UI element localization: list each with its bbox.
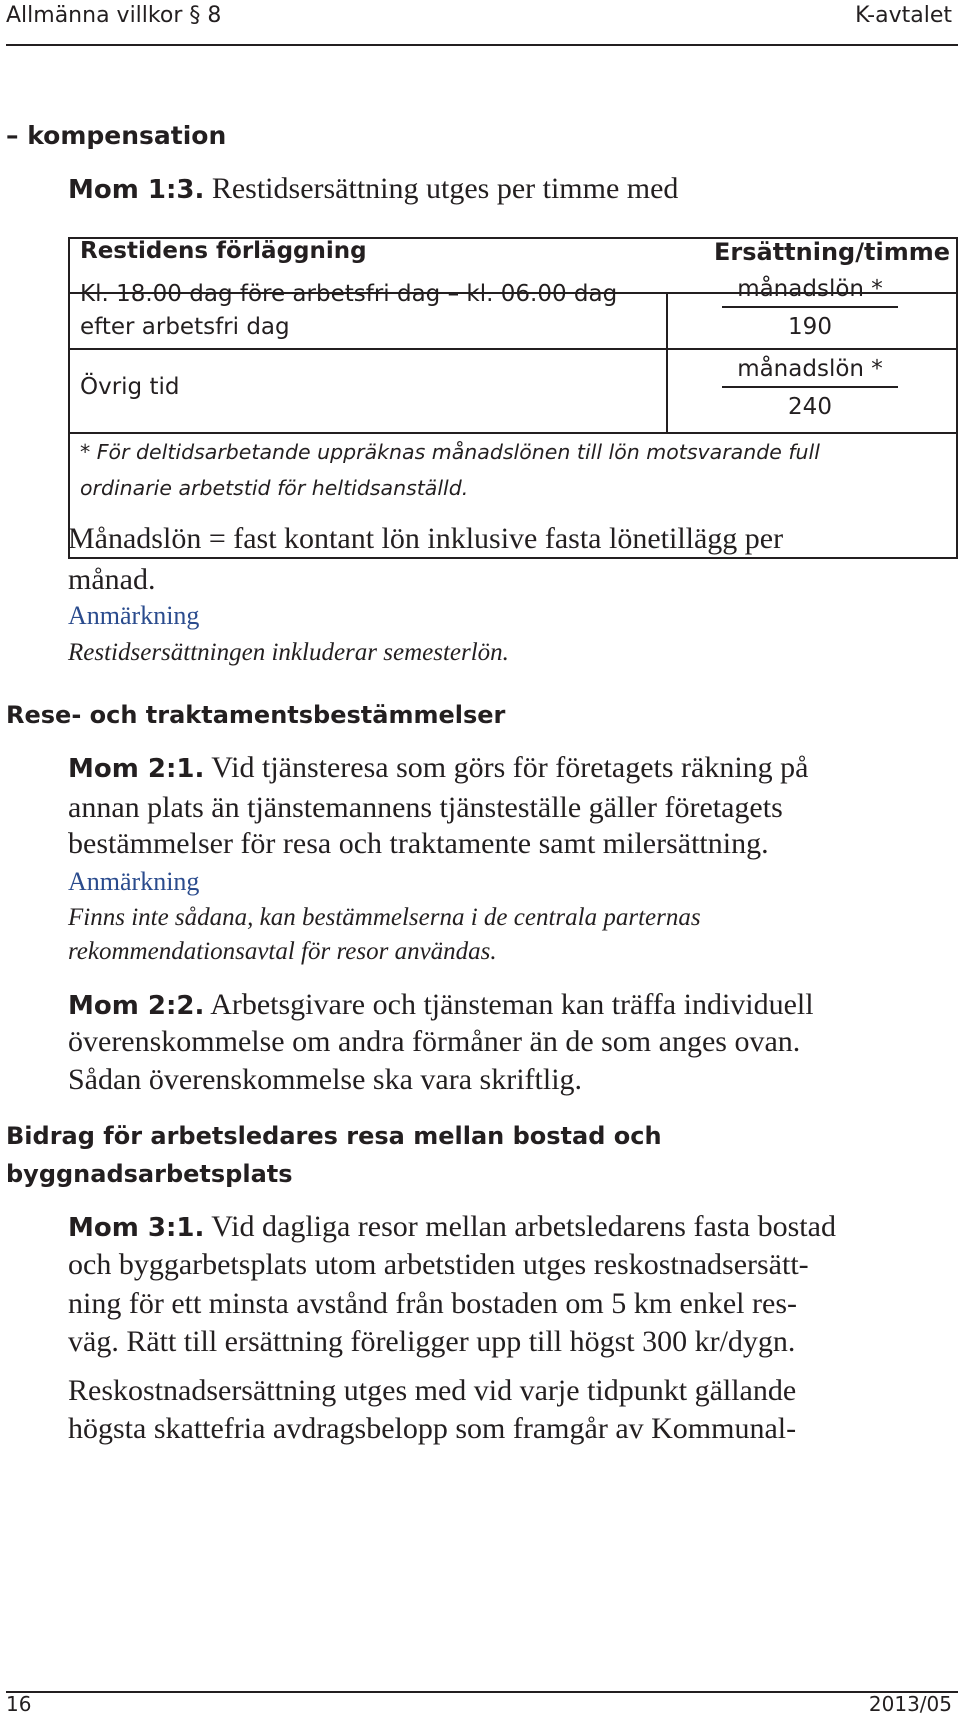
- mom-2-2-line-2: överenskommelse om andra förmåner än de som anges ovan.: [68, 1025, 801, 1058]
- anmarkning-2-label: Anmärkning: [68, 867, 200, 896]
- mom-2-1-line-3: bestämmelser för resa och traktamente samt milersättning.: [68, 827, 769, 860]
- manadslon-definition-line-2: månad.: [68, 563, 156, 596]
- page-number: 16: [6, 1692, 32, 1716]
- reskostnad-paragraph-line-2: högsta skattefria avdragsbelopp som framgår av Kommunal-: [68, 1412, 797, 1445]
- table-header-col1: Restidens förläggning: [80, 238, 367, 264]
- table-row-2-fraction: [722, 356, 898, 420]
- table-row-1-denominator: 190: [788, 314, 832, 340]
- table-row-2-numerator: månadslön *: [722, 356, 898, 388]
- section-heading-kompensation: – kompensation: [6, 121, 227, 150]
- table-row-1-line-1: Kl. 18.00 dag före arbetsfri dag – kl. 06.00 dag: [80, 281, 618, 307]
- mom-2-1-text: Vid tjänsteresa som görs för företagets räkning på: [204, 751, 809, 784]
- mom-2-1-label: Mom 2:1.: [68, 754, 205, 784]
- anmarkning-2-line-1: Finns inte sådana, kan bestämmelserna i de centrala parternas: [68, 904, 701, 931]
- anmarkning-1-label: Anmärkning: [68, 601, 200, 630]
- section-heading-bidrag-line-2: byggnadsarbetsplats: [6, 1160, 293, 1188]
- table-row-rule: [70, 348, 956, 350]
- table-row-2-denominator: 240: [788, 394, 832, 420]
- mom-2-2-line-3: Sådan överenskommelse ska vara skriftlig.: [68, 1063, 583, 1096]
- mom-2-1-line-1: [68, 747, 809, 790]
- table-footnote-line-2: ordinarie arbetstid för heltidsanställd.: [80, 476, 469, 500]
- table-header-col2: Ersättning/timme: [714, 238, 950, 266]
- running-header-right: K-avtalet: [855, 3, 952, 28]
- header-rule: [6, 44, 958, 46]
- mom-2-1-line-2: annan plats än tjänstemannens tjänsteställe gäller företagets: [68, 791, 783, 824]
- mom-3-1-line-1: [68, 1206, 836, 1249]
- table-footnote-line-1: * För deltidsarbetande uppräknas månadslönen till lön motsvarande full: [80, 440, 820, 464]
- table-row-1-fraction: [722, 276, 898, 340]
- table-row-2-label: Övrig tid: [80, 374, 180, 400]
- footer-rule: [6, 1691, 958, 1693]
- mom-3-1-line-3: ning för ett minsta avstånd från bostaden om 5 km enkel res-: [68, 1287, 797, 1320]
- running-header-left: Allmänna villkor § 8: [6, 3, 222, 28]
- mom-3-1-text: Vid dagliga resor mellan arbetsledarens fasta bostad: [204, 1210, 836, 1243]
- mom-1-3-label: Mom 1:3.: [68, 175, 205, 205]
- mom-2-2-text: Arbetsgivare och tjänsteman kan träffa individuell: [204, 988, 814, 1021]
- table-row-1-line-2: efter arbetsfri dag: [80, 314, 290, 340]
- section-heading-rese: Rese- och traktamentsbestämmelser: [6, 701, 506, 729]
- section-heading-bidrag-line-1: Bidrag för arbetsledares resa mellan bostad och: [6, 1122, 662, 1150]
- table-footnote-rule: [70, 432, 956, 434]
- footer-date: 2013/05: [868, 1692, 952, 1716]
- mom-1-3-paragraph: [68, 172, 678, 206]
- reskostnad-paragraph-line-1: Reskostnadsersättning utges med vid varje tidpunkt gällande: [68, 1374, 797, 1407]
- mom-2-2-label: Mom 2:2.: [68, 991, 205, 1021]
- table-row-1-numerator: månadslön *: [722, 276, 898, 308]
- mom-3-1-label: Mom 3:1.: [68, 1213, 205, 1243]
- table-column-rule: [666, 292, 668, 432]
- anmarkning-1-text: Restidsersättningen inkluderar semesterlön.: [68, 639, 509, 666]
- mom-3-1-line-4: väg. Rätt till ersättning föreligger upp till högst 300 kr/dygn.: [68, 1325, 796, 1358]
- restid-table: [68, 237, 958, 559]
- mom-1-3-text: Restidsersättning utges per timme med: [204, 172, 679, 205]
- anmarkning-2-line-2: rekommendationsavtal för resor användas.: [68, 938, 497, 965]
- manadslon-definition-line-1: Månadslön = fast kontant lön inklusive fasta lönetillägg per: [68, 522, 784, 555]
- mom-3-1-line-2: och byggarbetsplats utom arbetstiden utges reskostnadsersätt-: [68, 1248, 809, 1281]
